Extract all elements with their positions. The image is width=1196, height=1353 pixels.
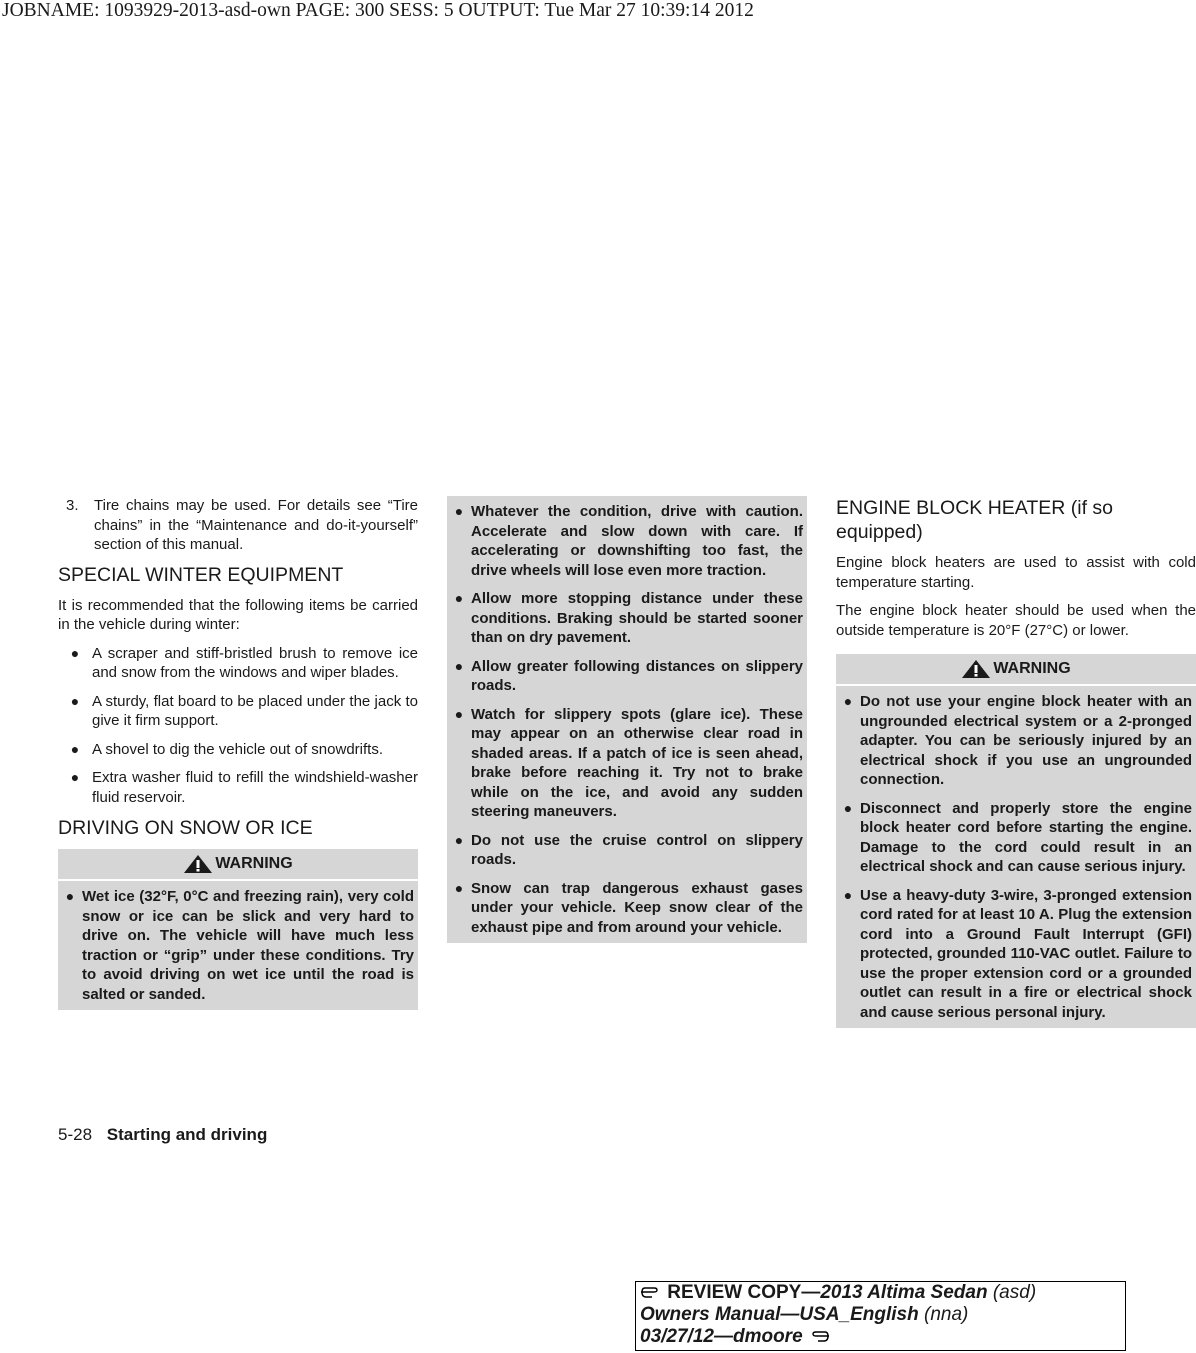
bullet-icon: ● (454, 657, 464, 674)
section-name: Starting and driving (106, 1125, 268, 1144)
warning-item: ● Watch for slippery spots (glare ice). These may appear on an otherwise clear road in shaded areas. If a patch of ice is seen ahead, brake before reaching it. Try not to brake while on the ice, and avoid any sudden steering maneuvers. (447, 705, 803, 822)
review-line-3: 03/27/12—dmoore (640, 1326, 1125, 1348)
bullet-icon: ● (454, 831, 464, 848)
warning-item: ● Allow greater following distances on slippery roads. (447, 657, 803, 696)
bullet-icon: ● (70, 769, 80, 785)
warning-item: ● Use a heavy-duty 3-wire, 3-pronged extension cord rated for at least 10 A. Plug the extension cord into a Ground Fault Interrupt (GFI) protected, grounded 110-VAC outlet. Failure to use the proper extension cord or a grounded outlet can result in a fire or electrical shock and cause serious personal injury. (836, 886, 1192, 1023)
special-intro-paragraph: It is recommended that the following items be carried in the vehicle during winter: (58, 596, 418, 633)
bullet-icon: ● (454, 503, 464, 519)
page-number: 5-28 (58, 1125, 93, 1144)
review-line-2: Owners Manual—USA_English (nna) (640, 1304, 969, 1325)
bullet-icon: ● (454, 705, 464, 722)
warning-list (58, 881, 418, 1010)
engine-heater-paragraph-2: The engine block heater should be used when the outside temperature is 20°F (27°C) or lower. (836, 602, 1196, 639)
bullet-icon: ● (843, 886, 853, 903)
list-item: ● A shovel to dig the vehicle out of snowdrifts. (58, 740, 418, 760)
warning-item: ● Allow more stopping distance under these conditions. Braking should be started sooner than on dry pavement. (447, 589, 803, 648)
numbered-item-3 (66, 496, 418, 555)
column-left (58, 496, 418, 1010)
bullet-icon: ● (70, 644, 80, 661)
special-equipment-list (58, 644, 418, 808)
job-info-line: JOBNAME: 1093929-2013-asd-own PAGE: 300 SESS: 5 OUTPUT: Tue Mar 27 10:39:14 2012 (2, 0, 754, 21)
warning-item: ● Do not use your engine block heater with an ungrounded electrical system or a 2-pronged adapter. You can be seriously injured by an electrical shock if you use an ungrounded connection. (836, 692, 1192, 790)
heading-driving-on-snow-or-ice: DRIVING ON SNOW OR ICE (58, 817, 313, 839)
warning-header (58, 849, 418, 881)
warning-item: ● Do not use the cruise control on slippery roads. (447, 831, 803, 870)
list-item: ● A sturdy, flat board to be placed under the jack to give it firm support. (58, 692, 418, 731)
warning-box (836, 654, 1196, 1028)
item-number: 3. (66, 497, 79, 514)
column-right (836, 496, 1196, 1028)
warning-label: WARNING (215, 855, 293, 872)
warning-box-continued (447, 496, 807, 943)
bullet-icon: ● (70, 740, 80, 757)
column-middle (447, 496, 807, 943)
warning-header (836, 654, 1196, 686)
warning-item: ● Wet ice (32°F, 0°C and freezing rain), very cold snow or ice can be slick and very hard to drive on. The vehicle will have much less traction or “grip” under these conditions. Try to avoid driving on wet ice until the road is salted or sanded. (58, 887, 414, 1004)
list-item: ● A scraper and stiff-bristled brush to remove ice and snow from the windows and wiper blades. (58, 644, 418, 683)
warning-triangle-icon (183, 854, 213, 874)
warning-list (836, 686, 1196, 1028)
bullet-icon: ● (843, 799, 853, 816)
bullet-icon: ● (454, 590, 464, 606)
warning-item: ● Disconnect and properly store the engine block heater cord before starting the engine. Damage to the cord could result in an electrical shock and can cause serious injury. (836, 799, 1192, 877)
warning-item: ● Whatever the condition, drive with caution. Accelerate and slow down with care. If accelerating or downshifting too fast, the drive wheels will lose even more traction. (447, 502, 803, 580)
bullet-icon: ● (454, 879, 464, 896)
pointing-hand-icon (640, 1283, 662, 1299)
warning-label: WARNING (993, 660, 1071, 677)
warning-box (58, 849, 418, 1010)
bullet-icon: ● (70, 692, 80, 709)
warning-item: ● Snow can trap dangerous exhaust gases under your vehicle. Keep snow clear of the exhaust pipe and from around your vehicle. (447, 879, 803, 938)
item-text: Tire chains may be used. For details see “Tire chains” in the “Maintenance and do-it-yourself” section of this manual. (94, 497, 418, 553)
warning-list (447, 496, 807, 943)
review-copy-box (635, 1281, 1126, 1351)
engine-heater-paragraph-1: Engine block heaters are used to assist with cold temperature starting. (836, 554, 1196, 591)
bullet-icon: ● (65, 888, 75, 904)
review-line-1: REVIEW COPY—2013 Altima Sedan (asd) (640, 1282, 1125, 1304)
page-footer (58, 1125, 267, 1145)
bullet-icon: ● (843, 693, 853, 709)
warning-triangle-icon (961, 659, 991, 679)
list-item: ● Extra washer fluid to refill the windshield-washer fluid reservoir. (58, 768, 418, 807)
pointing-hand-left-icon (808, 1327, 830, 1343)
heading-special-winter-equipment: SPECIAL WINTER EQUIPMENT (58, 563, 344, 586)
heading-engine-block-heater: ENGINE BLOCK HEATER (if so equipped) (836, 497, 1114, 543)
